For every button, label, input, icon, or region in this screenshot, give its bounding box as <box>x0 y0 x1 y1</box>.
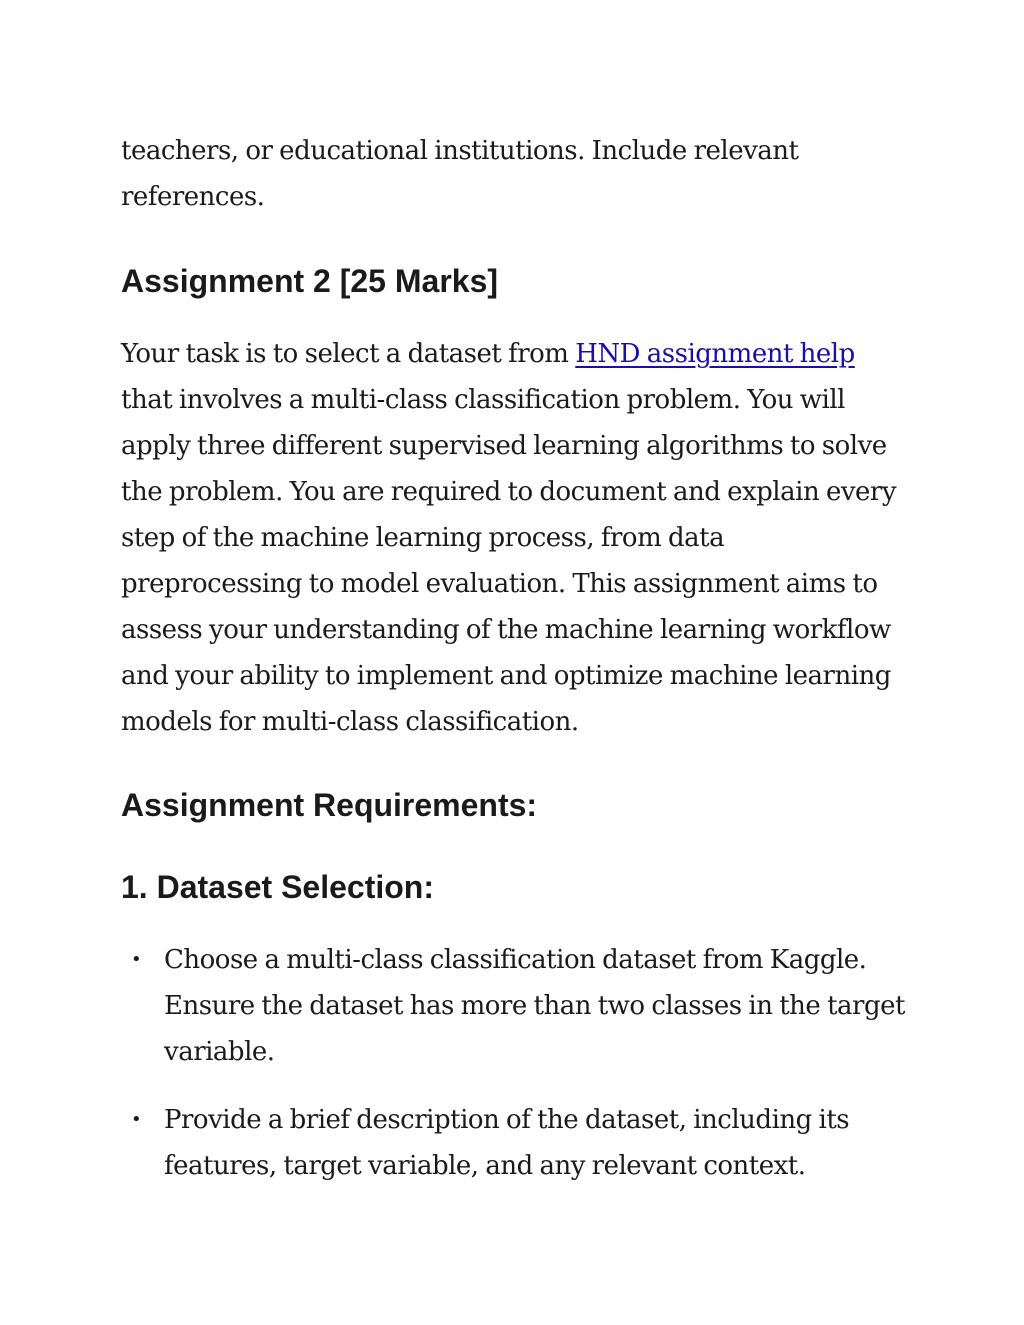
bullet-icon: • <box>131 949 142 970</box>
paragraph-text-before-link: Your task is to select a dataset from <box>121 339 576 369</box>
assignment-requirements-heading: Assignment Requirements: <box>121 787 538 823</box>
assignment-2-paragraph <box>121 331 911 745</box>
dataset-selection-list <box>121 937 911 1189</box>
list-item-text: Choose a multi-class classification dataset from Kaggle. Ensure the dataset has more than two classes in the target variable. <box>164 945 905 1067</box>
intro-paragraph: teachers, or educational institutions. Include relevant references. <box>121 136 799 212</box>
list-item-text: Provide a brief description of the dataset, including its features, target variable, and any relevant context. <box>164 1105 850 1181</box>
dataset-selection-heading: 1. Dataset Selection: <box>121 869 434 905</box>
assignment-2-heading: Assignment 2 [25 Marks] <box>121 263 499 299</box>
paragraph-text-after-link: that involves a multi-class classification problem. You will apply three different supervised learning algorithms to solve the problem. You are required to document and explain every step of the machine learning process, from data preprocessing to model evaluation. This assignment aims to assess your understanding of the machine learning workflow and your ability to implement and optimize machine learning models for multi-class classification. <box>121 385 897 737</box>
bullet-icon: • <box>131 1109 142 1130</box>
hnd-assignment-help-link[interactable]: HND assignment help <box>575 339 855 369</box>
document-page <box>121 128 911 1211</box>
list-item <box>121 1097 911 1189</box>
list-item <box>121 937 911 1075</box>
